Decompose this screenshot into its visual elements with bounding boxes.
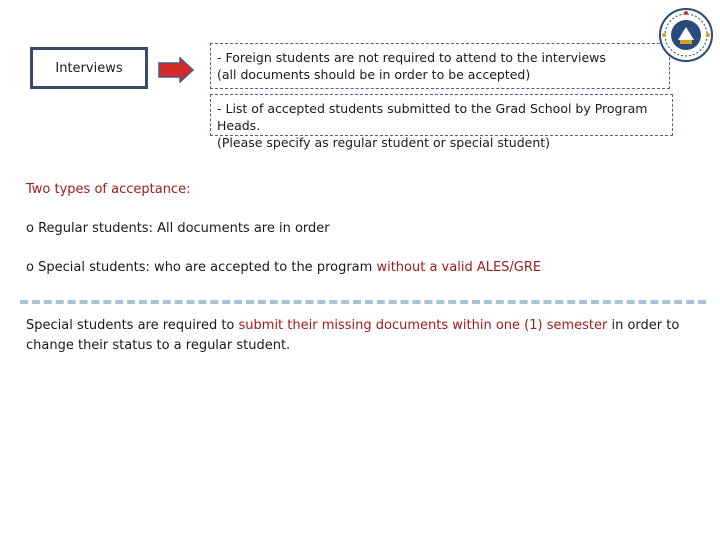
- special-students-text: Special students: who are accepted to the program: [38, 260, 377, 275]
- dashed-divider: [20, 300, 706, 304]
- special-students-item: [26, 260, 541, 275]
- special-students-highlight: without a valid ALES/GRE: [376, 260, 542, 275]
- note1-line1: - Foreign students are not required to attend to the interviews: [217, 50, 606, 65]
- regular-students-item: [26, 221, 330, 236]
- requirement-highlight: submit their missing documents within one (1) semester: [238, 318, 608, 333]
- note1-line2: (all documents should be in order to be accepted): [217, 67, 531, 82]
- special-students-requirement: [26, 316, 702, 356]
- regular-students-text: Regular students: All documents are in order: [38, 221, 330, 236]
- acceptance-types-heading: Two types of acceptance:: [26, 182, 191, 197]
- requirement-text-start: Special students are required to: [26, 318, 239, 333]
- bullet-marker: o: [26, 221, 34, 236]
- foreign-students-note: [210, 43, 670, 89]
- requirement-text-end: in order to change their status to a regular student.: [26, 318, 680, 353]
- accepted-list-note: [210, 94, 673, 150]
- bullet-marker: o: [26, 260, 34, 275]
- note2-line2: (Please specify as regular student or special student): [217, 135, 551, 150]
- note2-line1: - List of accepted students submitted to the Grad School by Program Heads.: [217, 101, 648, 133]
- interviews-step-label: Interviews: [55, 60, 123, 76]
- right-arrow-icon: [158, 57, 194, 83]
- university-seal-icon: [658, 7, 714, 63]
- interviews-step-box: [30, 47, 148, 89]
